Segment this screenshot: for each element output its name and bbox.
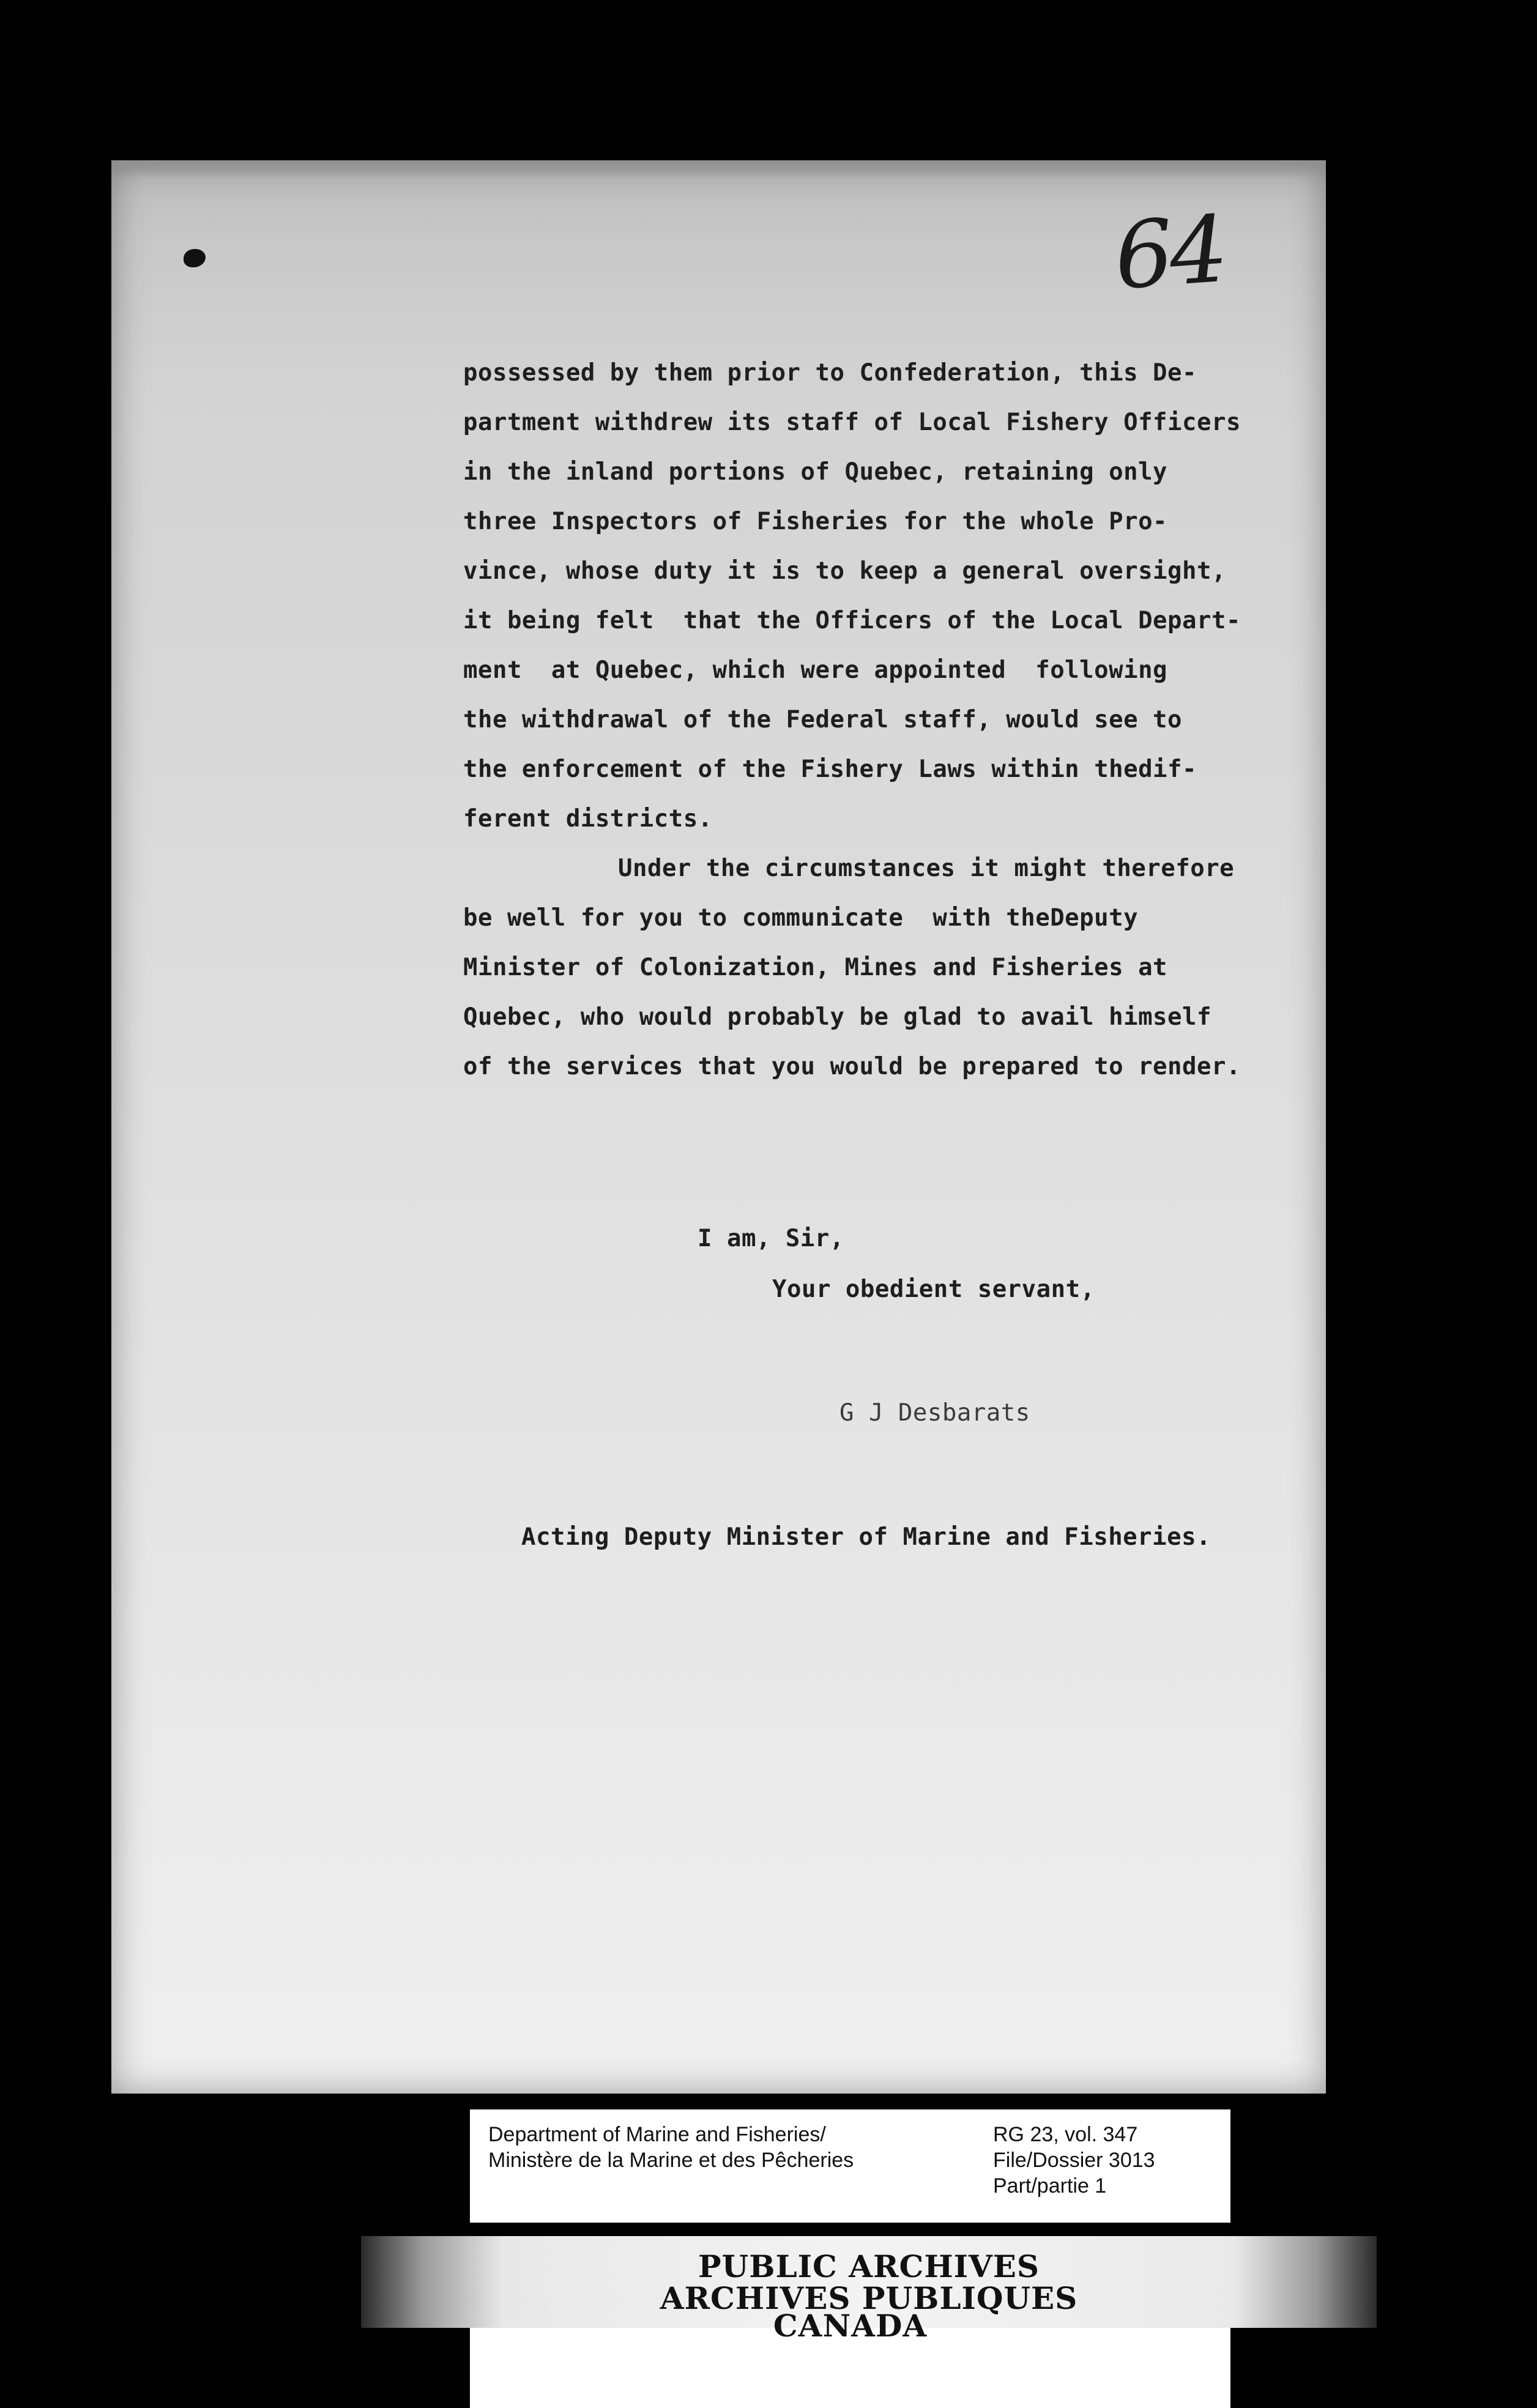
page-number: 64 bbox=[1111, 196, 1228, 311]
label-volume: RG 23, vol. 347 bbox=[993, 2123, 1138, 2146]
archive-reference-label bbox=[470, 2109, 1230, 2223]
body-line: ferent districts. bbox=[463, 805, 713, 833]
body-line: possessed by them prior to Confederation, this De- bbox=[463, 359, 1197, 387]
stamp-line-archives-publiques: ARCHIVES PUBLIQUES bbox=[660, 2280, 1078, 2316]
label-department-fr: Ministère de la Marine et des Pêcheries bbox=[488, 2149, 854, 2172]
body-line: vince, whose duty it is to keep a general oversight, bbox=[463, 557, 1226, 585]
signature: G J Desbarats bbox=[839, 1399, 1030, 1427]
paragraph-line: of the services that you would be prepared to render. bbox=[463, 1053, 1241, 1080]
paragraph-line: Quebec, who would probably be glad to avail himself bbox=[463, 1003, 1211, 1031]
paragraph-line: Minister of Colonization, Mines and Fisheries at bbox=[463, 954, 1168, 981]
body-line: the enforcement of the Fishery Laws within thedif- bbox=[463, 756, 1197, 783]
label-file: File/Dossier 3013 bbox=[993, 2149, 1155, 2172]
label-department-en: Department of Marine and Fisheries/ bbox=[488, 2123, 826, 2146]
body-line: ment at Quebec, which were appointed following bbox=[463, 656, 1168, 684]
stamp-line-canada: CANADA bbox=[773, 2308, 928, 2344]
closing-servant: Your obedient servant, bbox=[772, 1276, 1095, 1303]
body-line: three Inspectors of Fisheries for the whole Pro- bbox=[463, 508, 1168, 535]
ink-blot-mark bbox=[184, 249, 206, 267]
label-part: Part/partie 1 bbox=[993, 2174, 1107, 2198]
body-line: it being felt that the Officers of the Local Depart- bbox=[463, 607, 1241, 634]
paragraph-line: Under the circumstances it might therefore bbox=[618, 855, 1235, 882]
paragraph-line: be well for you to communicate with theDeputy bbox=[463, 904, 1139, 932]
label-reference bbox=[993, 2122, 1155, 2199]
closing-salutation: I am, Sir, bbox=[698, 1225, 844, 1252]
signatory-title: Acting Deputy Minister of Marine and Fisheries. bbox=[521, 1523, 1211, 1551]
body-line: the withdrawal of the Federal staff, would see to bbox=[463, 706, 1183, 734]
body-line: partment withdrew its staff of Local Fishery Officers bbox=[463, 409, 1241, 436]
document-page bbox=[111, 160, 1326, 2094]
stamp-line-public-archives: PUBLIC ARCHIVES bbox=[698, 2248, 1040, 2284]
body-line: in the inland portions of Quebec, retaining only bbox=[463, 458, 1168, 486]
label-department bbox=[488, 2122, 854, 2173]
